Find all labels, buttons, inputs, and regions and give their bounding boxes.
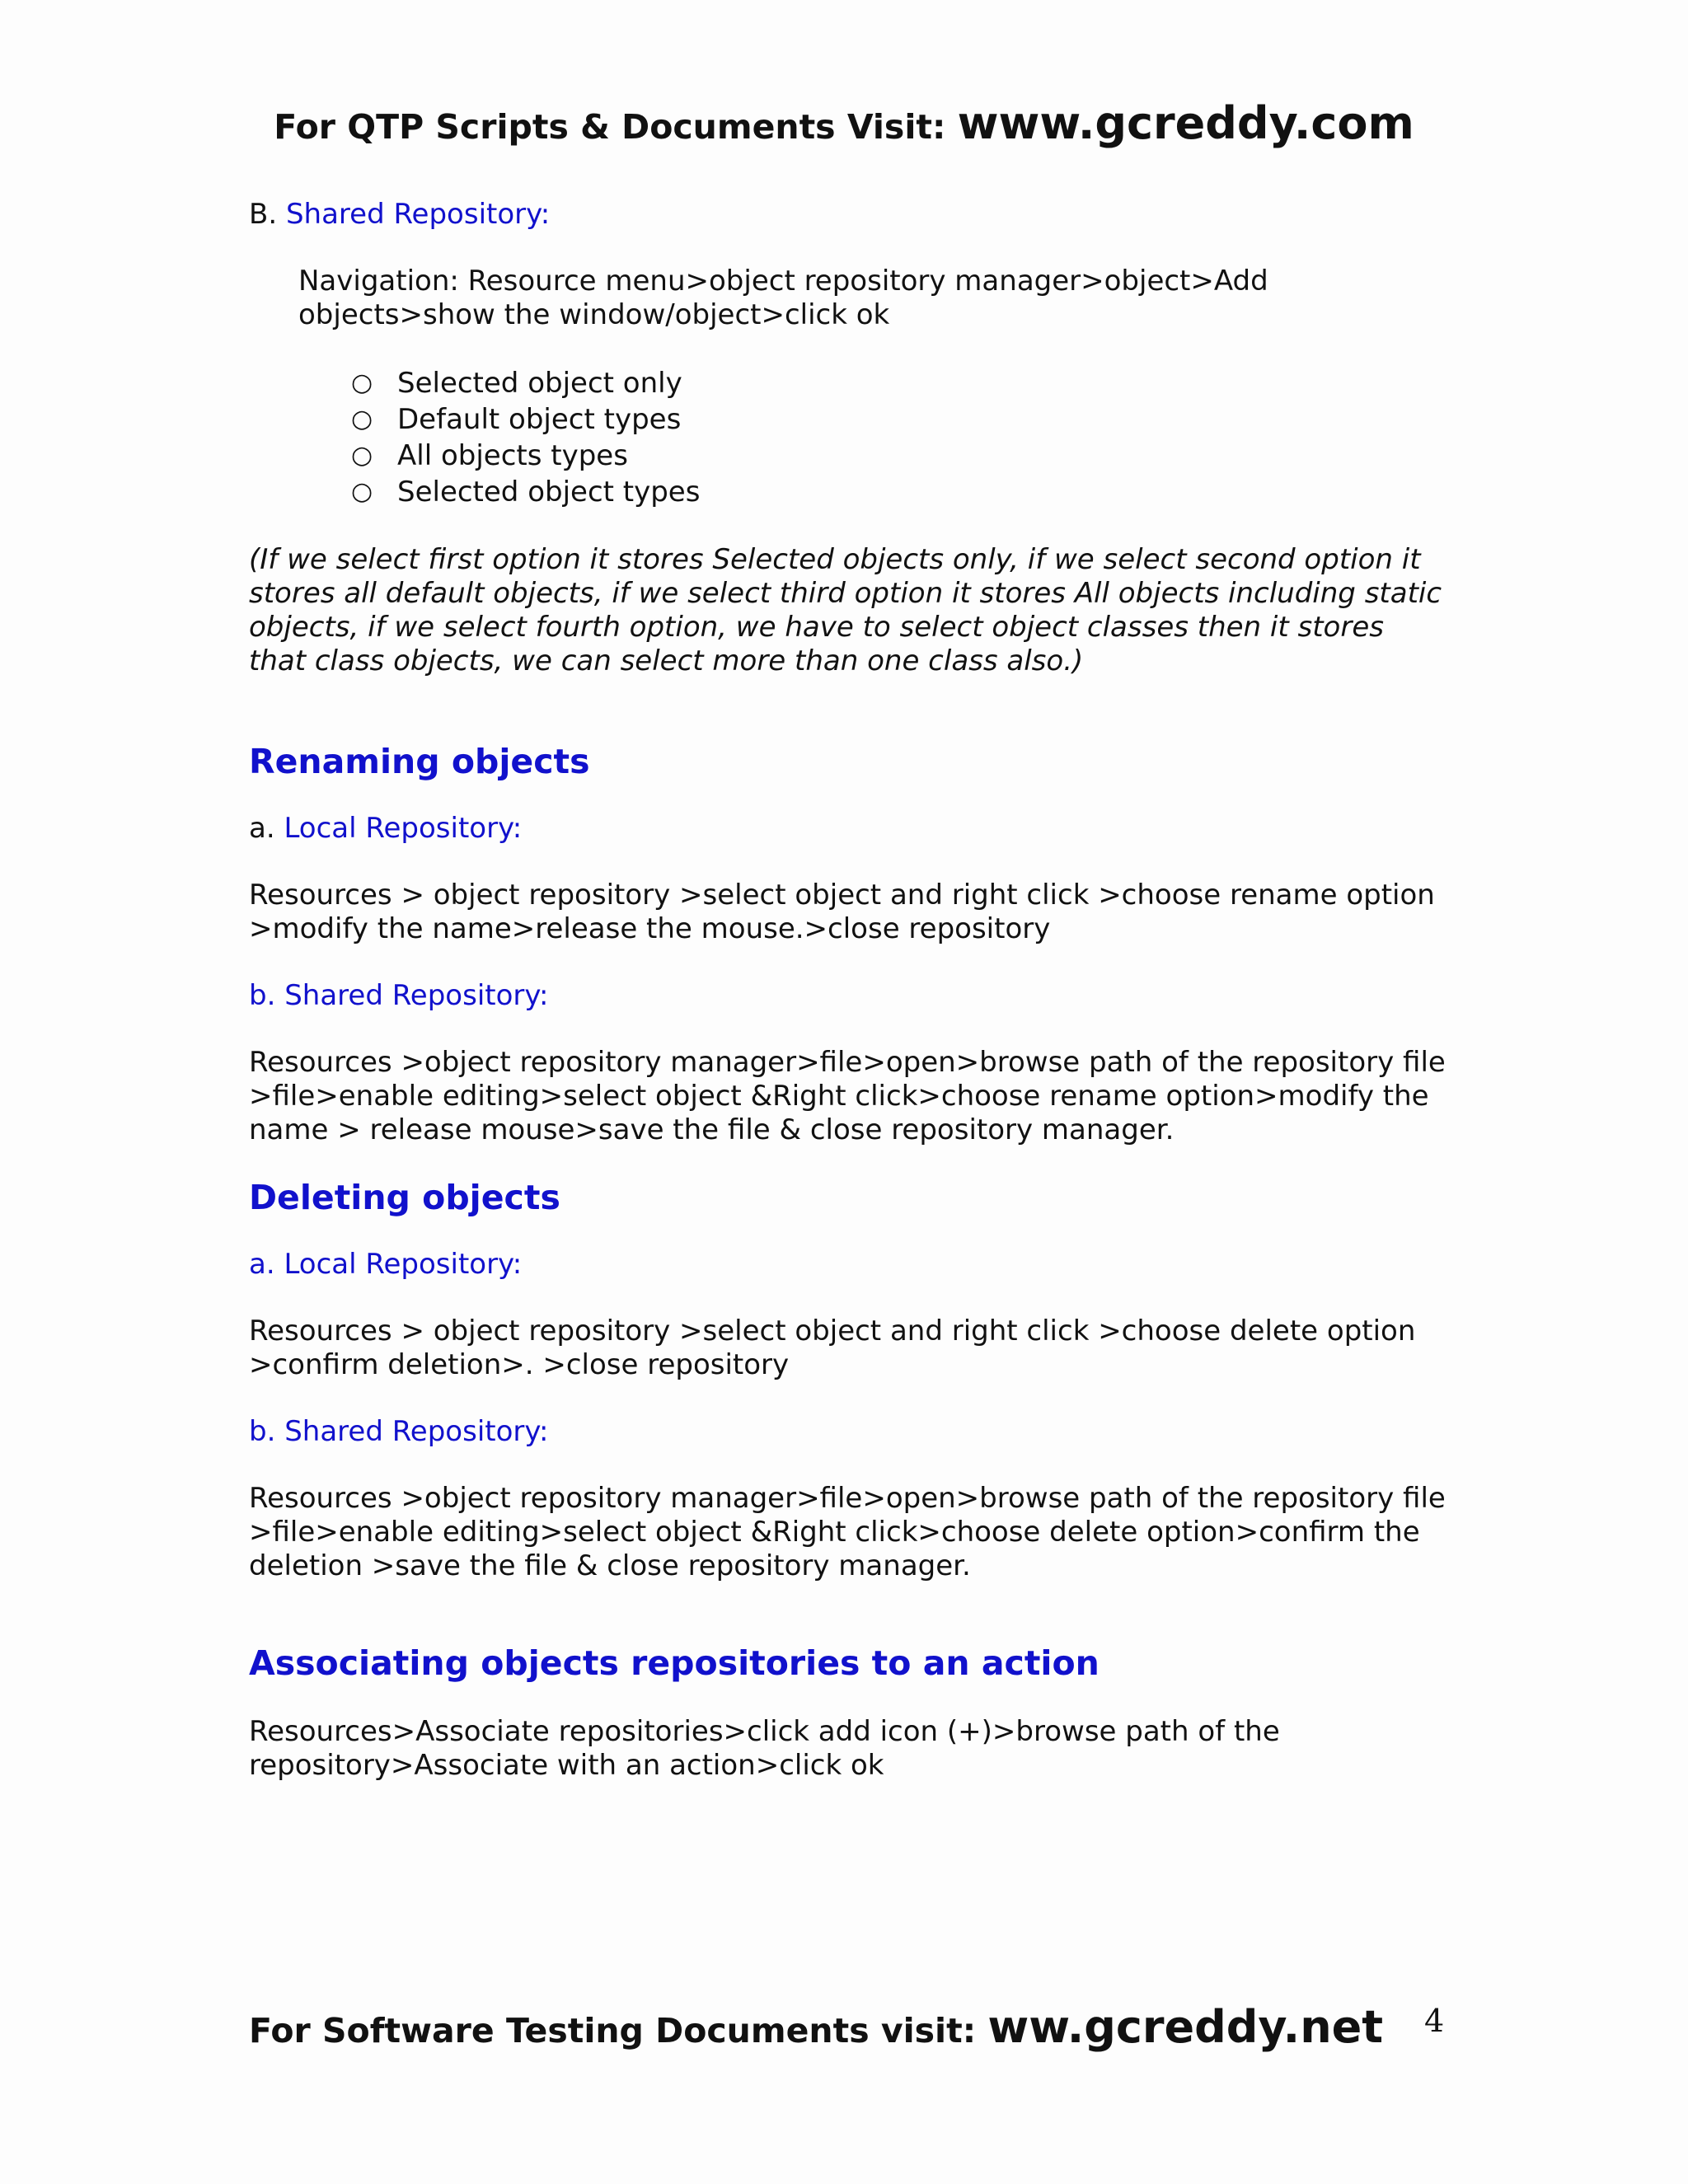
list-item <box>351 365 1469 401</box>
subsection-title: Local Repository: <box>284 812 523 845</box>
page-footer <box>249 2001 1469 2053</box>
subsection-title: Shared Repository: <box>285 198 551 231</box>
section-letter: a. <box>249 812 284 845</box>
paragraph-line: >file>enable editing>select object &Right click>choose rename option>modify the <box>249 1080 1429 1113</box>
note-line: stores all default objects, if we select third option it stores All objects including static <box>249 577 1442 610</box>
page-number: 4 <box>1424 2003 1445 2039</box>
deleting-shared-paragraph <box>249 1482 1469 1583</box>
footer-prefix: For Software Testing Documents visit: <box>249 2011 988 2050</box>
renaming-shared-heading: b. Shared Repository: <box>249 979 549 1012</box>
navigation-paragraph <box>249 265 1469 332</box>
paragraph-line: >modify the name>release the mouse.>close repository <box>249 912 1051 945</box>
paragraph-line: deletion >save the file & close repository manager. <box>249 1549 971 1582</box>
document-body <box>249 198 1469 1783</box>
renaming-local-paragraph <box>249 879 1469 946</box>
option-note <box>249 543 1469 678</box>
deleting-local-paragraph <box>249 1315 1469 1382</box>
renaming-shared-paragraph <box>249 1046 1469 1147</box>
associating-paragraph <box>249 1715 1469 1783</box>
header-site-link[interactable]: www.gcreddy.com <box>957 97 1414 149</box>
navigation-line: objects>show the window/object>click ok <box>298 298 890 331</box>
paragraph-line: >confirm deletion>. >close repository <box>249 1348 790 1381</box>
deleting-shared-heading: b. Shared Repository: <box>249 1415 549 1448</box>
renaming-local-heading <box>249 812 1469 846</box>
paragraph-line: repository>Associate with an action>click ok <box>249 1749 884 1782</box>
navigation-line: Navigation: Resource menu>object repository manager>object>Add <box>298 265 1268 298</box>
paragraph-line: Resources >object repository manager>file>open>browse path of the repository file <box>249 1482 1446 1515</box>
option-label: All objects types <box>397 439 628 472</box>
option-list <box>249 365 1469 510</box>
circle-bullet-icon: ○ <box>351 441 373 470</box>
paragraph-line: name > release mouse>save the file & close repository manager. <box>249 1113 1175 1146</box>
renaming-heading: Renaming objects <box>249 742 590 781</box>
associating-heading: Associating objects repositories to an action <box>249 1643 1100 1683</box>
paragraph-line: Resources >object repository manager>file>open>browse path of the repository file <box>249 1046 1446 1079</box>
note-line: (If we select first option it stores Selected objects only, if we select second option it <box>249 543 1421 576</box>
circle-bullet-icon: ○ <box>351 477 373 506</box>
list-item <box>351 401 1469 438</box>
list-item <box>351 474 1469 510</box>
option-label: Default object types <box>397 403 682 436</box>
paragraph-line: Resources>Associate repositories>click add icon (+)>browse path of the <box>249 1715 1280 1748</box>
list-item <box>351 438 1469 474</box>
deleting-heading: Deleting objects <box>249 1178 560 1217</box>
page-header <box>0 97 1688 149</box>
option-label: Selected object types <box>397 476 701 509</box>
paragraph-line: Resources > object repository >select object and right click >choose rename option <box>249 879 1435 912</box>
paragraph-line: Resources > object repository >select object and right click >choose delete option <box>249 1315 1416 1347</box>
circle-bullet-icon: ○ <box>351 368 373 397</box>
deleting-local-heading: a. Local Repository: <box>249 1248 523 1281</box>
footer-site-link[interactable]: ww.gcreddy.net <box>987 2001 1384 2053</box>
note-line: that class objects, we can select more than one class also.) <box>249 644 1084 677</box>
option-label: Selected object only <box>397 367 682 400</box>
shared-repo-add-heading <box>249 198 1469 232</box>
circle-bullet-icon: ○ <box>351 405 373 434</box>
paragraph-line: >file>enable editing>select object &Right click>choose delete option>confirm the <box>249 1516 1420 1549</box>
note-line: objects, if we select fourth option, we have to select object classes then it stores <box>249 611 1384 644</box>
header-prefix: For QTP Scripts & Documents Visit: <box>274 107 958 147</box>
section-letter: B. <box>249 198 286 231</box>
